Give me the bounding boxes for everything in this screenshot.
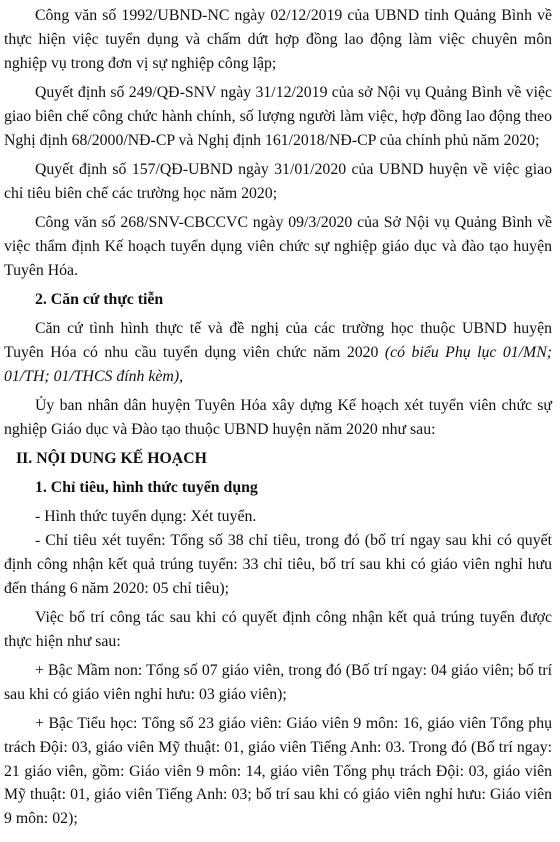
paragraph-official-letter-268: Công văn số 268/SNV-CBCCVC ngày 09/3/2020 của Sở Nội vụ Quảng Bình về việc thẩm định Kế hoạch tuyển dụng viên chức sự nghiệp giáo dục và đào tạo huyện Tuyên Hóa. [4,213,552,279]
paragraph-preschool: + Bậc Mầm non: Tổng số 07 giáo viên, trong đó (Bố trí ngay: 04 giáo viên; bố trí sau khi có giáo viên nghỉ hưu: 03 giáo viên); [4,661,552,703]
paragraph-recruitment-form: - Hình thức tuyển dụng: Xét tuyển. [35,507,257,525]
heading-quota-recruitment: 1. Chỉ tiêu, hình thức tuyển dụng [35,478,258,496]
paragraph-primary-school: + Bậc Tiểu học: Tổng số 23 giáo viên: Giáo viên 9 môn: 16, giáo viên Tổng phụ trách Đội: 03, giáo viên Mỹ thuật: 01, giáo viên Tiếng Anh: 03. Trong đó (Bố trí ngay: 21 giáo viên, gồm: Giáo viên 9 môn: 14, giáo viên Tổng phụ trách Đội: 03, giáo viên Mỹ thuật: 01, giáo viên Tiếng Anh: 03; bố trí sau khi có giáo viên nghỉ hưu: Giáo viên 9 môn: 02); [4,714,552,828]
paragraph-practical-situation-text: Căn cứ tình hình thực tế và đề nghị của các trường học thuộc UBND huyện Tuyên Hóa có nhu cầu tuyển dụng viên chức năm 2020 [4,319,552,361]
paragraph-practical-situation [4,317,552,389]
paragraph-practical-situation-after: , [179,367,184,385]
paragraph-plan-intro: Ủy ban nhân dân huyện Tuyên Hóa xây dựng Kế hoạch xét tuyển viên chức sự nghiệp Giáo dục và Đào tạo thuộc UBND huyện năm 2020 như sau: [4,396,552,438]
paragraph-decision-157: Quyết định số 157/QĐ-UBND ngày 31/01/2020 của UBND huyện về việc giao chỉ tiêu biên chế các trường học năm 2020; [4,160,552,202]
paragraph-assignment-intro: Việc bố trí công tác sau khi có quyết định công nhận kết quả trúng tuyển được thực hiện như sau: [4,608,552,650]
paragraph-practical-situation-italic: (có biểu Phụ lục 01/MN; 01/TH; 01/THCS đính kèm) [4,343,552,385]
paragraph-recruitment-quota: - Chỉ tiêu xét tuyển: Tổng số 38 chỉ tiêu, trong đó (bố trí ngay sau khi có quyết định công nhận kết quả trúng tuyển: 33 chỉ tiêu, bố trí sau khi có giáo viên nghỉ hưu đến tháng 6 năm 2020: 05 chỉ tiêu); [4,531,552,597]
paragraph-official-letter-1992: Công văn số 1992/UBND-NC ngày 02/12/2019 của UBND tỉnh Quảng Bình về thực hiện việc tuyển dụng và chấm dứt hợp đồng lao động làm việc chuyên môn nghiệp vụ trong đơn vị sự nghiệp công lập; [4,7,552,72]
heading-plan-content: II. NỘI DUNG KẾ HOẠCH [16,449,207,467]
paragraph-decision-249: Quyết định số 249/QĐ-SNV ngày 31/12/2019 của sở Nội vụ Quảng Bình về việc giao biên chế công chức hành chính, số lượng người làm việc, hợp đồng lao động theo Nghị định 68/2000/NĐ-CP và Nghị định 161/2018/NĐ-CP của chính phủ năm 2020; [4,83,552,149]
heading-practical-basis: 2. Căn cứ thực tiễn [35,290,164,308]
